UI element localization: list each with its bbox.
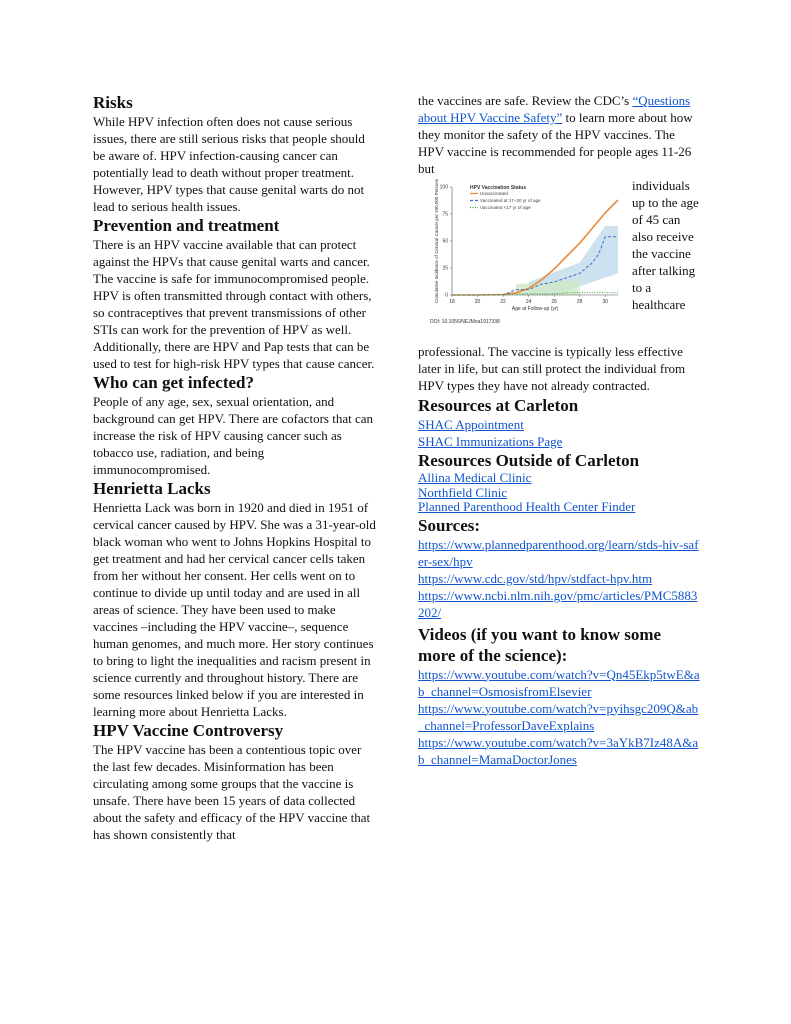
videos-heading: Videos (if you want to know some more of the science): <box>418 624 662 665</box>
carleton-links <box>418 416 701 450</box>
outside-heading: Resources Outside of Carleton <box>418 451 640 470</box>
planned-parenthood-finder-link[interactable]: Planned Parenthood Health Center Finder <box>418 499 636 514</box>
sources-list <box>418 536 701 621</box>
vaccine-safety-paragraph <box>418 92 701 177</box>
controversy-text: The HPV vaccine has been a contentious topic over the last few decades. Misinformation has been circulating among some groups that the vaccine is unsafe. There have been 15 years of data collected about the safety and efficacy of the HPV vaccine that has shown consistently that <box>93 742 371 842</box>
sources-heading: Sources: <box>418 515 481 535</box>
x-tick-label: 30 <box>602 299 609 305</box>
shac-immunizations-link[interactable]: SHAC Immunizations Page <box>418 434 563 449</box>
lacks-heading: Henrietta Lacks <box>93 479 211 498</box>
vaccine-effectiveness-text: professional. The vaccine is typically less effective later in life, but can still protect the individual from HPV types they have not already contracted. <box>418 344 686 393</box>
vaccine-safety-text-1: the vaccines are safe. Review the CDC’s <box>418 93 633 108</box>
x-tick-label: 22 <box>500 299 506 305</box>
risks-heading: Risks <box>93 93 133 112</box>
who-heading: Who can get infected? <box>93 373 255 392</box>
vaccine-safety-text-2: to learn more about how they monitor the safety of the HPV vaccines. The HPV vaccine is recommended for people ages 11-26 but <box>418 110 693 176</box>
controversy-heading: HPV Vaccine Controversy <box>93 721 284 740</box>
figure-wrap-block <box>418 177 701 343</box>
prevention-text: There is an HPV vaccine available that can protect against the HPVs that cause genital warts and cancer. The vaccine is safe for immunocompromised people. HPV is often transmitted through contact with others, so contraceptives that prevent transmissions of other STIs can work for the prevention of HPV as well. Additionally, there are HPV and Pap tests that can be used to test for high-risk HPV types that cause cancer. <box>93 237 375 371</box>
video-link-osmosis[interactable]: https://www.youtube.com/watch?v=Qn45Ekp5twE&ab_channel=OsmosisfromElsevier <box>418 666 700 699</box>
carleton-heading: Resources at Carleton <box>418 396 579 415</box>
legend-label-vacc_under17: Vaccinated <17 yr of age <box>480 205 531 210</box>
x-tick-label: 28 <box>576 299 583 305</box>
shac-appointment-link[interactable]: SHAC Appointment <box>418 417 524 432</box>
figure-doi: DOI: 10.1056/NEJMoa1917338 <box>430 319 500 325</box>
left-column <box>93 92 376 843</box>
risks-text: While HPV infection often does not cause serious issues, there are still serious risks that people should be aware of. HPV infection-causing cancer can potentially lead to death without proper treatment. However, HPV types that cause genital warts do not lead to serious health issues. <box>93 114 365 214</box>
legend-label-unvaccinated: Unvaccinated <box>480 191 508 196</box>
y-tick-label: 25 <box>442 265 448 272</box>
prevention-heading: Prevention and treatment <box>93 216 280 235</box>
y-tick-label: 100 <box>439 184 448 191</box>
wrap-text: individuals up to the age of 45 can also receive the vaccine after talking to a healthcare <box>632 178 699 312</box>
videos-list <box>418 666 701 768</box>
cdc-safety-link[interactable]: “Questions about HPV Vaccine Safety” <box>418 93 691 125</box>
northfield-clinic-link[interactable]: Northfield Clinic <box>418 484 508 500</box>
source-link-planned-parenthood[interactable]: https://www.plannedparenthood.org/learn/stds-hiv-safer-sex/hpv <box>418 536 699 569</box>
x-tick-label: 26 <box>551 299 557 305</box>
y-tick-label: 0 <box>445 292 448 299</box>
video-link-professor-dave[interactable]: https://www.youtube.com/watch?v=pyihsgc209Q&ab_channel=ProfessorDaveExplains <box>418 700 699 733</box>
legend-title: HPV Vaccination Status <box>470 185 527 191</box>
y-tick-label: 50 <box>442 238 448 245</box>
who-text: People of any age, sex, sexual orientation, and background can get HPV. There are cofactors that can increase the risk of HPV causing cancer such as tobacco use, radiation, and being immunocompromised. <box>93 394 373 477</box>
x-tick-label: 18 <box>449 299 455 305</box>
lacks-text: Henrietta Lack was born in 1920 and died in 1951 of cervical cancer caused by HPV. She was a 31-year-old black woman who went to Johns Hopkins Hospital to get treatment and had her cervical cancer cells taken from her without her consent. Her cells went on to continue to divide up until today and are used in all areas of science. They have been used to make vaccines –including the HPV vaccine–, sequence human genomes, and much more. Her story continues to bring to light the inequalities and racism present in science currently and throughout history. There are some resources linked below if you are interested in learning more about Henrietta Lacks. <box>93 500 376 719</box>
source-link-ncbi[interactable]: https://www.ncbi.nlm.nih.gov/pmc/articles/PMC5883202/ <box>418 587 698 620</box>
y-axis-label: Cumulative Incidence of Cervical Cancer per 100,000 Persons <box>434 178 439 304</box>
video-link-mama-doctor[interactable]: https://www.youtube.com/watch?v=3aYkB7Iz48A&ab_channel=MamaDoctorJones <box>418 734 699 767</box>
x-tick-label: 24 <box>525 299 532 305</box>
outside-links <box>418 471 701 515</box>
right-column <box>418 92 701 768</box>
y-tick-label: 75 <box>442 211 448 218</box>
legend-label-vacc_17_30: Vaccinated at 17–30 yr of age <box>480 198 541 203</box>
hpv-figure <box>418 177 630 343</box>
x-axis-label: Age at Follow-up (yr) <box>511 306 559 312</box>
x-tick-label: 20 <box>474 299 481 305</box>
source-link-cdc[interactable]: https://www.cdc.gov/std/hpv/stdfact-hpv.htm <box>418 570 653 586</box>
allina-link[interactable]: Allina Medical Clinic <box>418 470 532 485</box>
